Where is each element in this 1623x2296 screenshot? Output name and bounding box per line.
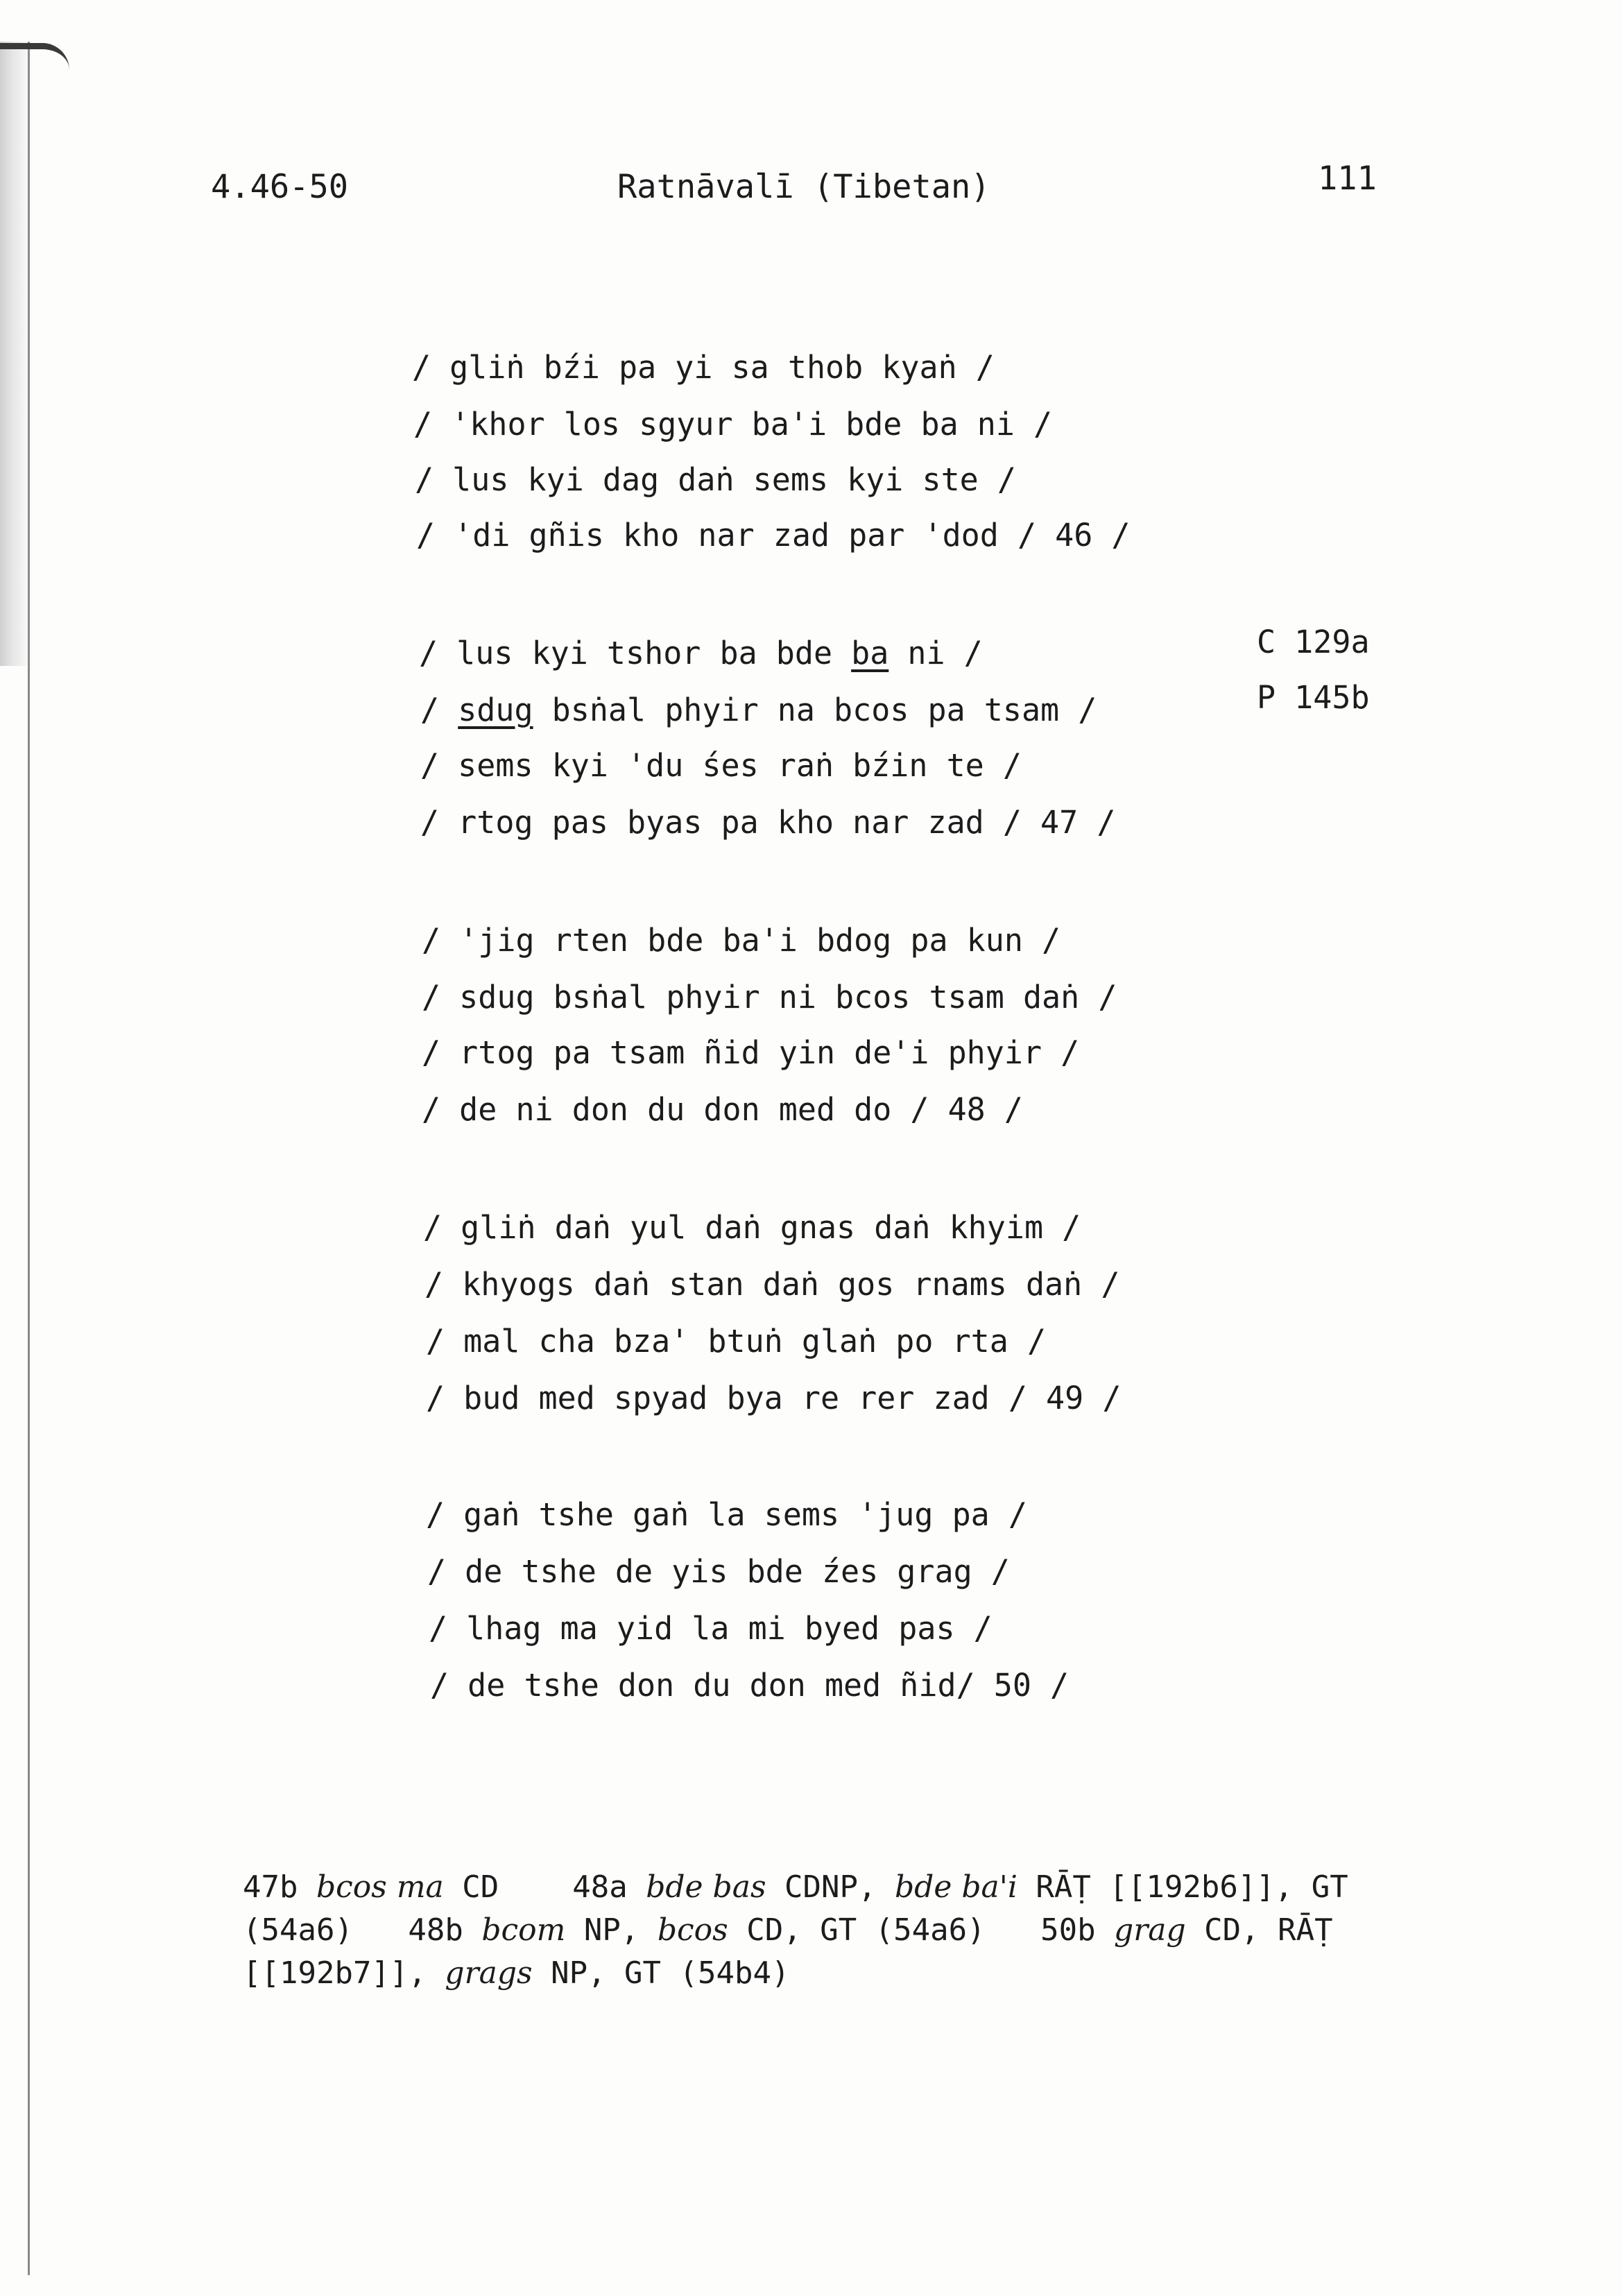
variant-reading: bcom <box>481 1912 566 1948</box>
verse-text: bsṅal phyir na bcos pa tsam / <box>533 692 1097 728</box>
scan-edge-line <box>28 42 30 2275</box>
apparatus-notes <box>243 1866 1436 1995</box>
sigla-p: P 145b <box>1257 679 1370 716</box>
verse-line: / lhag ma yid la mi byed pas / <box>429 1610 993 1647</box>
verse-line: / 'khor los sgyur ba'i bde ba ni / <box>413 406 1053 443</box>
verse-line: / de tshe de yis bde źes grag / <box>427 1553 1010 1590</box>
note-line: [[192b7]], grags NP, GT (54b4) <box>243 1955 790 1991</box>
scan-edge-mark <box>0 43 69 70</box>
verse-line: / gliṅ daṅ yul daṅ gnas daṅ khyim / <box>423 1209 1081 1246</box>
verse-line: / rtog pa tsam ñid yin de'i phyir / <box>422 1034 1080 1071</box>
note-line: 47b bcos ma CD 48a bde bas CDNP, bde ba'i RĀṬ [[192b6]], GT <box>243 1869 1348 1905</box>
verse-line: / sdug bsṅal phyir ni bcos tsam daṅ / <box>422 979 1117 1016</box>
section-range: 4.46-50 <box>211 168 349 206</box>
verse-text: / <box>420 692 458 728</box>
variant-reading: bcos ma <box>316 1869 444 1905</box>
page-title: Ratnāvalī (Tibetan) <box>617 168 990 206</box>
verse-line <box>420 689 1097 731</box>
verse-line: / rtog pas byas pa kho nar zad / 47 / <box>420 804 1116 841</box>
verse-line: / gliṅ bźi pa yi sa thob kyaṅ / <box>412 349 995 386</box>
variant-reading: bcos <box>657 1912 728 1948</box>
verse-line: / 'jig rten bde ba'i bdog pa kun / <box>422 922 1061 959</box>
verse-line: / sems kyi 'du śes raṅ bźin te / <box>420 747 1022 784</box>
verse-line: / de ni don du don med do / 48 / <box>422 1091 1023 1128</box>
variant-reading: grags <box>445 1955 533 1991</box>
underlined-word: ba <box>851 635 889 671</box>
note-line: (54a6) 48b bcom NP, bcos CD, GT (54a6) 50b grag CD, RĀṬ <box>243 1912 1333 1948</box>
verse-line <box>419 633 983 674</box>
verse-line: / de tshe don du don med ñid/ 50 / <box>430 1667 1070 1704</box>
page-number: 111 <box>1318 160 1377 198</box>
verse-line: / mal cha bza' btuṅ glaṅ po rta / <box>426 1323 1047 1360</box>
verse-line: / gaṅ tshe gaṅ la sems 'jug pa / <box>426 1496 1027 1533</box>
variant-reading: grag <box>1114 1912 1186 1948</box>
verse-text: / lus kyi tshor ba bde <box>419 635 852 671</box>
verse-text: ni / <box>888 635 983 671</box>
verse-line: / bud med spyad bya re rer zad / 49 / <box>426 1380 1122 1416</box>
verse-line: / khyogs daṅ stan daṅ gos rnams daṅ / <box>424 1266 1120 1303</box>
verse-line: / 'di gñis kho nar zad par 'dod / 46 / <box>416 517 1131 554</box>
variant-reading: bde bas <box>646 1869 766 1905</box>
underlined-word: sdug <box>458 692 533 728</box>
sigla-c: C 129a <box>1257 624 1370 660</box>
verse-line: / lus kyi dag daṅ sems kyi ste / <box>415 461 1016 498</box>
variant-reading: bde ba'i <box>894 1869 1017 1905</box>
